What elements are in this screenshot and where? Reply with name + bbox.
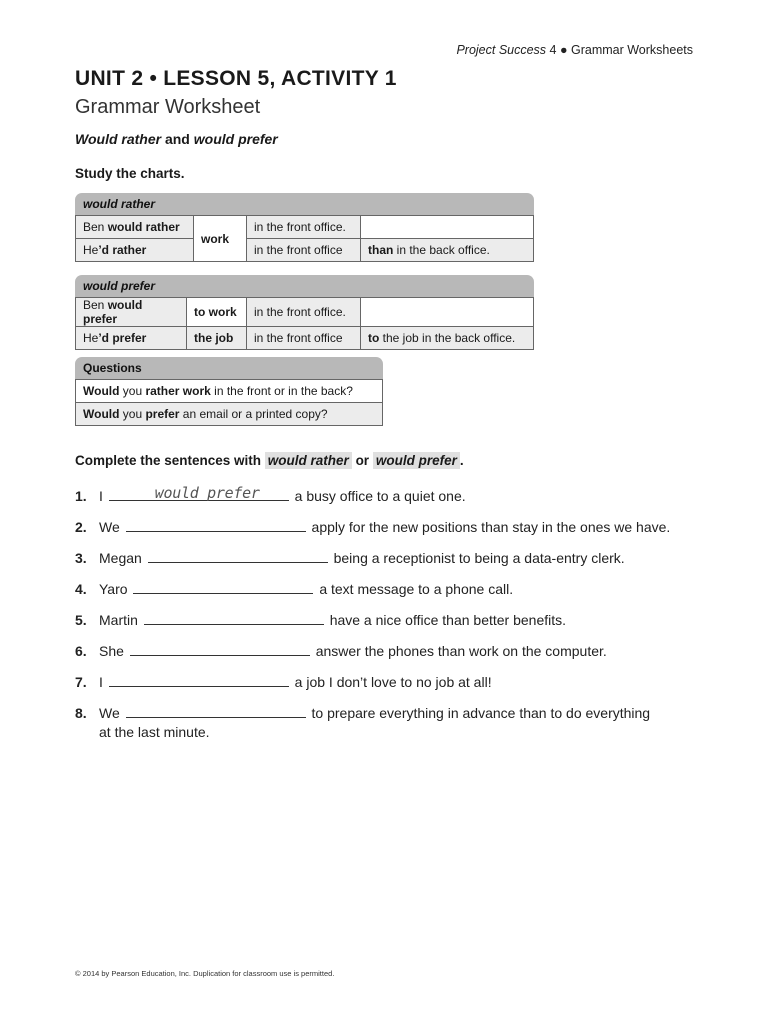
table-cell: in the front office [247,327,361,350]
table-row [76,216,534,239]
topic-would-rather: Would rather [75,131,162,147]
item-number: 3. [75,550,87,566]
cell-bold-text: Would [83,384,120,398]
cell-text: you [119,407,146,421]
cell-bold-text: than [368,243,394,257]
item-number: 2. [75,519,87,535]
series-title: Project Success [456,43,547,57]
table-row [76,239,534,262]
cell-text: you [119,384,146,398]
option-would-prefer: would prefer [373,452,460,469]
instructions-text: or [351,453,373,468]
item-text: to prepare everything in advance than to do everything [311,705,651,721]
topic-and: and [161,131,194,147]
item-text: answer the phones than work on the computer. [315,643,607,659]
cell-bold-text: would rather [107,220,180,234]
item-number: 1. [75,488,87,504]
item-subject: Yaro [99,581,128,597]
exercise-item [75,485,466,504]
item-text: a busy office to a quiet one. [294,488,466,504]
exercise-item [75,609,566,628]
cell-bold-text: Would [83,407,120,421]
table-cell [76,327,187,350]
cell-bold-text: ’d prefer [98,331,147,345]
table-row [76,380,383,403]
item-subject: Martin [99,612,138,628]
grammar-table [75,215,534,262]
table-cell: in the front office [247,239,361,262]
chart-heading: Questions [75,357,383,379]
item-subject: I [99,488,103,504]
exercise-instructions [75,453,464,468]
cell-text: He [83,243,99,257]
cell-text: the job in the back office. [379,331,516,345]
item-subject: She [99,643,124,659]
answer-blank[interactable] [130,640,310,656]
exercise-item [75,516,670,535]
table-cell [76,216,194,239]
item-text: apply for the new positions than stay in the ones we have. [311,519,671,535]
cell-text: Ben [83,220,108,234]
series-header [456,43,693,57]
table-cell: in the front office. [247,216,361,239]
answer-blank[interactable] [109,485,289,501]
item-subject: I [99,674,103,690]
lesson-topic [75,131,278,147]
item-text: have a nice office than better benefits. [329,612,567,628]
item-subject: We [99,705,120,721]
table-cell [361,327,534,350]
item-text: a text message to a phone call. [319,581,514,597]
cell-text: in the back office. [393,243,490,257]
copyright-footer: © 2014 by Pearson Education, Inc. Duplication for classroom use is permitted. [75,969,335,978]
item-subject: Megan [99,550,142,566]
cell-bold-text: rather work [145,384,211,398]
study-label: Study the charts. [75,166,185,181]
exercise-item [75,547,625,566]
cell-bold-text: prefer [145,407,180,421]
chart-questions [75,357,383,426]
table-cell [361,216,534,239]
item-continuation: at the last minute. [99,724,210,740]
item-number: 7. [75,674,87,690]
item-number: 5. [75,612,87,628]
table-cell [76,298,187,327]
cell-text: Ben [83,298,108,312]
chart-heading: would prefer [75,275,534,297]
answer-blank[interactable] [144,609,324,625]
unit-title: UNIT 2 • LESSON 5, ACTIVITY 1 [75,67,397,90]
table-cell [76,403,383,426]
chart-would-rather [75,193,534,262]
item-number: 8. [75,705,87,721]
table-cell [361,298,534,327]
cell-text: He [83,331,99,345]
table-row [76,403,383,426]
exercise-item [75,640,607,659]
table-row [76,298,534,327]
grammar-table [75,297,534,350]
table-cell: to work [187,298,247,327]
instructions-text: Complete the sentences with [75,453,265,468]
grammar-table [75,379,383,426]
table-cell [76,239,194,262]
exercise-item [75,671,492,690]
table-cell [76,380,383,403]
cell-text: an email or a printed copy? [179,407,328,421]
table-cell: in the front office. [247,298,361,327]
item-subject: We [99,519,120,535]
item-number: 4. [75,581,87,597]
answer-blank[interactable] [148,547,328,563]
chart-heading: would rather [75,193,534,215]
answer-blank[interactable] [126,702,306,718]
item-text: a job I don’t love to no job at all! [294,674,492,690]
item-text: being a receptionist to being a data-entry clerk. [333,550,625,566]
exercise-item [75,702,650,740]
handwritten-answer: would prefer [154,484,260,502]
worksheet-subtitle: Grammar Worksheet [75,96,261,118]
cell-bold-text: ’d rather [98,243,147,257]
answer-blank[interactable] [126,516,306,532]
cell-text: in the front or in the back? [210,384,353,398]
chart-would-prefer [75,275,534,350]
cell-bold-text: would prefer [83,298,143,326]
series-subtitle: 4 ● Grammar Worksheets [546,43,693,57]
answer-blank[interactable] [109,671,289,687]
instructions-text: . [459,453,464,468]
answer-blank[interactable] [133,578,313,594]
table-cell: the job [187,327,247,350]
table-row [76,327,534,350]
item-number: 6. [75,643,87,659]
exercise-item [75,578,513,597]
table-cell [361,239,534,262]
cell-bold-text: to [368,331,380,345]
option-would-rather: would rather [265,452,352,469]
topic-would-prefer: would prefer [193,131,278,147]
shared-verb-cell: work [194,216,247,262]
